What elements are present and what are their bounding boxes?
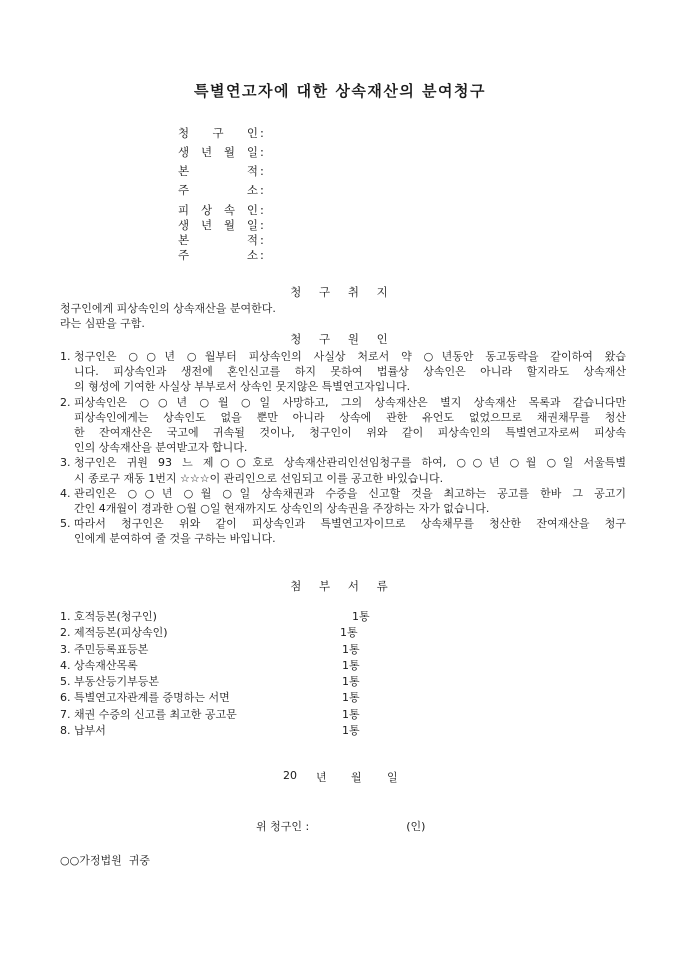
reason-number: 4. [60, 486, 71, 500]
reason-number: 1. [60, 350, 71, 363]
attachment-item [60, 674, 360, 690]
purpose-line: 청구인에게 피상속인의 상속재산을 분여한다. [60, 302, 276, 315]
deceased-field-label: 본 적 [178, 233, 258, 247]
attachment-label: 5. 부동산등기부등본 [60, 675, 159, 689]
reason-indent [60, 364, 74, 379]
attachments-heading: 첨 부 서 류 [290, 579, 390, 593]
attachment-item [60, 609, 370, 625]
attachment-label: 2. 제적등본(피상속인) [60, 626, 168, 640]
reason-indent [60, 501, 74, 516]
claimant-info [178, 124, 264, 200]
reason-text: 청구인은 귀원 93 느 제○○호로 상속재산관리인선임청구를 하여, ○○년 ○월 ○일 서울특별 [74, 456, 626, 470]
date-year-prefix: 20 [283, 769, 297, 782]
field-colon: : [260, 145, 264, 159]
attachment-quantity: 1통 [342, 675, 360, 689]
reason-line [60, 395, 626, 410]
field-colon: : [260, 183, 264, 197]
field-colon: : [260, 233, 264, 247]
purpose-line: 라는 심판을 구함. [60, 317, 145, 330]
reason-indent [60, 531, 74, 546]
reason-line [60, 501, 626, 516]
attachment-item [60, 707, 360, 723]
attachments-list [60, 609, 370, 739]
reason-line [60, 379, 626, 394]
reason-text: 피상속인은 ○○년 ○월 ○일 사망하고, 그의 상속재산은 별지 상속재산 목록과 같습니다만 [74, 395, 626, 409]
reasons-heading: 청 구 원 인 [290, 332, 390, 346]
reason-number: 3. [60, 456, 71, 470]
attachment-label: 4. 상속재산목록 [60, 658, 138, 672]
field-colon: : [260, 203, 264, 217]
attachment-item [60, 642, 360, 658]
attachment-quantity: 1통 [342, 707, 360, 721]
deceased-field [178, 203, 264, 218]
reason-indent [60, 410, 74, 425]
deceased-field [178, 233, 264, 248]
claimant-field-label: 생 년 월 일 [178, 145, 258, 159]
date-day-label: 일 [387, 771, 398, 784]
reason-line [60, 349, 626, 364]
court-addressee: ○○가정법원 귀중 [60, 854, 150, 867]
reason-line [60, 486, 626, 501]
attachment-quantity: 1통 [352, 610, 370, 623]
claimant-field-label: 주 소 [178, 183, 258, 197]
reason-indent [60, 471, 74, 486]
reason-line [60, 531, 626, 546]
attachment-item [60, 625, 358, 641]
purpose-heading: 청 구 취 지 [290, 285, 390, 299]
field-colon: : [260, 218, 264, 232]
claimant-field-label: 청 구 인 [178, 126, 258, 140]
document-title: 특별연고자에 대한 상속재산의 분여청구 [194, 82, 486, 100]
attachment-item [60, 723, 360, 739]
seal-mark: (인) [406, 820, 426, 833]
reason-text: 인에게 분여하여 줄 것을 구하는 바입니다. [74, 532, 276, 546]
claimant-field [178, 162, 264, 181]
attachment-label: 1. 호적등본(청구인) [60, 610, 157, 623]
reason-line [60, 471, 626, 486]
reason-line [60, 410, 626, 425]
reason-line [60, 455, 626, 470]
date-year-label: 년 [316, 771, 327, 784]
deceased-field [178, 218, 264, 233]
reason-indent [60, 425, 74, 440]
claimant-field [178, 124, 264, 143]
deceased-field-label: 생 년 월 일 [178, 218, 258, 232]
attachment-quantity: 1통 [342, 691, 360, 705]
attachment-quantity: 1통 [342, 658, 360, 672]
deceased-field-label: 피 상 속 인 [178, 203, 258, 217]
attachment-item [60, 658, 360, 674]
attachment-label: 3. 주민등록표등본 [60, 642, 149, 656]
reason-text: 시 종로구 재동 1번지 ☆☆☆이 관리인으로 선임되고 이를 공고한 바있습니다. [74, 471, 444, 485]
reason-text: 피상속인에게는 상속인도 없을 뿐만 아니라 상속에 관한 유언도 없었으므로 채권채무를 청산 [74, 410, 626, 424]
attachment-quantity: 1통 [342, 724, 360, 738]
reason-number: 2. [60, 395, 71, 409]
date-month-label: 월 [351, 771, 362, 784]
attachment-label: 6. 특별연고자관계를 증명하는 서면 [60, 691, 230, 705]
reason-text: 니다. 피상속인과 생전에 혼인신고를 하지 못하여 법률상 상속인은 아니라 할지라도 상속재산 [74, 365, 626, 379]
reason-line [60, 425, 626, 440]
reason-number: 5. [60, 517, 71, 531]
attachment-label: 7. 채권 수증의 신고를 최고한 공고문 [60, 707, 237, 721]
purpose-body [60, 301, 276, 331]
field-colon: : [260, 248, 264, 262]
reason-text: 따라서 청구인은 위와 같이 피상속인과 특별연고자이므로 상속채무를 청산한 잔여재산을 청구 [74, 517, 626, 531]
reasons-list [60, 349, 626, 547]
reason-text: 의 형성에 기여한 사실상 부부로서 상속인 못지않은 특별연고자입니다. [74, 380, 411, 394]
reason-indent [60, 379, 74, 394]
deceased-field-label: 주 소 [178, 248, 258, 262]
attachment-quantity: 1통 [342, 642, 360, 656]
reason-text: 한 잔여재산은 국고에 귀속될 것이나, 청구인이 위와 같이 피상속인의 특별연고자로써 피상속 [74, 426, 626, 440]
claimant-field-label: 본 적 [178, 164, 258, 178]
reason-line [60, 364, 626, 379]
reason-text: 간인 4개월이 경과한 ○월 ○일 현재까지도 상속인의 상속권을 주장하는 자가 없습니다. [74, 502, 490, 516]
reason-text: 관리인은 ○○년 ○월 ○일 상속채권과 수증을 신고할 것을 최고하는 공고를 한바 그 공고기 [74, 486, 626, 500]
field-colon: : [260, 164, 264, 178]
field-colon: : [260, 126, 264, 140]
signature-line [256, 818, 425, 834]
claimant-field [178, 143, 264, 162]
attachment-quantity: 1통 [340, 626, 358, 640]
reason-text: 청구인은 ○○년 ○월부터 피상속인의 사실상 처로서 약 ○년동안 동고동락을 같이하여 왔습 [74, 350, 626, 363]
attachment-label: 8. 납부서 [60, 724, 106, 738]
reason-text: 인의 상속재산을 분여받고자 합니다. [74, 441, 248, 455]
reason-line [60, 516, 626, 531]
reason-line [60, 440, 626, 455]
deceased-field [178, 248, 264, 263]
signature-label: 위 청구인 : [256, 820, 310, 833]
deceased-info [178, 203, 264, 263]
attachment-item [60, 690, 360, 706]
reason-indent [60, 440, 74, 455]
claimant-field [178, 181, 264, 200]
